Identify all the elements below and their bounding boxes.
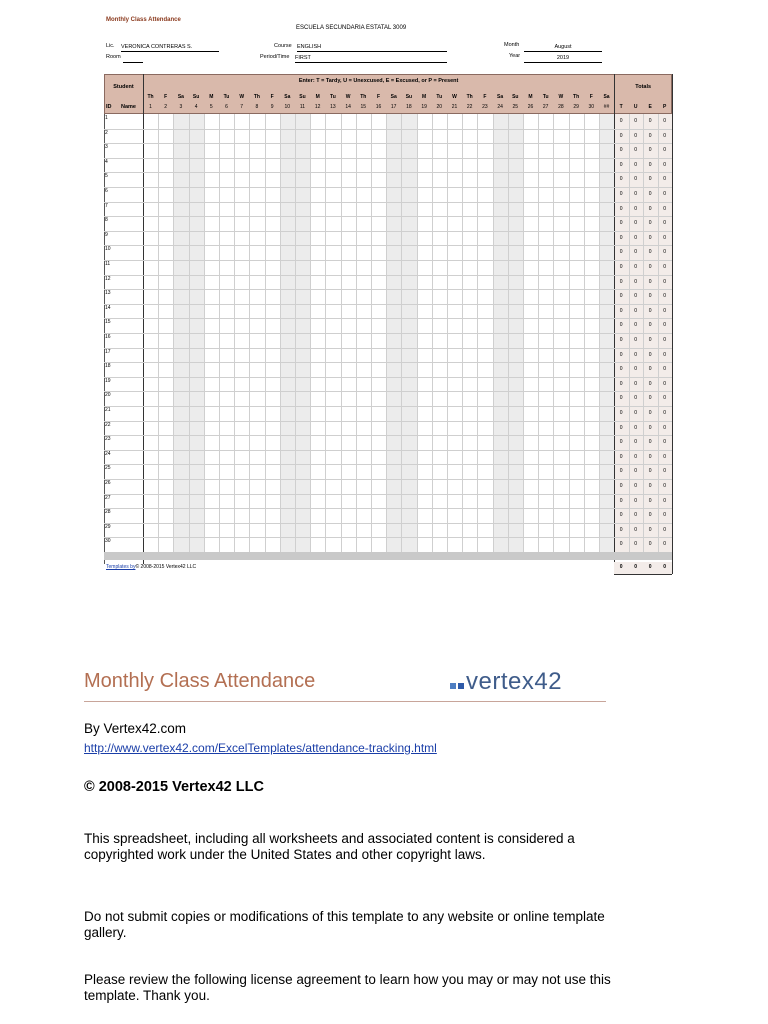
grid-hline — [104, 421, 672, 422]
grid-hline — [104, 479, 672, 480]
day-label: F — [483, 94, 487, 100]
row-total: 0 — [619, 191, 623, 197]
date-label: ## — [603, 104, 610, 110]
row-total: 0 — [663, 468, 667, 475]
row-total: 0 — [648, 497, 652, 504]
row-total: 0 — [634, 234, 638, 241]
teacher-label: Lic. — [106, 43, 115, 49]
row-total: 0 — [663, 453, 667, 460]
grid-hline — [104, 304, 672, 305]
row-total: 0 — [663, 176, 667, 183]
date-label: 27 — [542, 104, 549, 110]
day-label: Su — [405, 94, 413, 100]
grid-hline — [104, 494, 672, 495]
row-total: 0 — [619, 234, 623, 241]
row-id: 2 — [105, 129, 108, 136]
day-label: Sa — [603, 94, 610, 100]
sheet-title: Monthly Class Attendance — [106, 17, 181, 23]
row-total: 0 — [619, 337, 623, 343]
date-label: 8 — [255, 104, 259, 110]
row-total: 0 — [663, 205, 667, 212]
row-total: 0 — [619, 439, 623, 446]
day-label: Su — [299, 94, 306, 100]
room-label: Room — [106, 54, 121, 60]
row-id: 30 — [105, 538, 111, 545]
date-label: 30 — [588, 104, 595, 110]
row-total: 0 — [634, 453, 638, 460]
row-total: 0 — [619, 380, 623, 387]
row-id: 6 — [105, 188, 108, 194]
grand-total: 0 — [663, 564, 667, 570]
grid-hline — [104, 406, 672, 407]
day-label: Th — [253, 94, 260, 100]
day-label: W — [452, 94, 457, 100]
id-header: ID — [106, 104, 112, 110]
row-total: 0 — [663, 147, 667, 154]
row-total: 0 — [648, 541, 652, 548]
row-total: 0 — [663, 249, 667, 256]
day-label: Sa — [177, 94, 184, 100]
date-label: 15 — [360, 104, 367, 110]
grid-hline — [104, 508, 672, 509]
row-total: 0 — [634, 278, 638, 285]
day-label: Th — [147, 94, 154, 100]
date-label: 6 — [225, 104, 228, 110]
date-label: 18 — [406, 104, 412, 110]
grid-hline — [104, 172, 672, 173]
date-label: 7 — [240, 104, 244, 110]
day-label: Tu — [542, 94, 549, 100]
room-field[interactable] — [123, 54, 143, 63]
row-total: 0 — [663, 132, 667, 139]
row-total: 0 — [648, 147, 652, 154]
row-total: 0 — [634, 118, 638, 124]
row-total: 0 — [619, 264, 623, 270]
by-line: By Vertex42.com — [84, 721, 187, 736]
grid-hline — [104, 158, 672, 159]
row-id: 13 — [105, 290, 111, 297]
row-total: 0 — [634, 366, 638, 373]
row-total: 0 — [634, 249, 638, 256]
date-label: 26 — [527, 104, 534, 110]
row-id: 8 — [105, 217, 108, 224]
row-id: 20 — [105, 392, 111, 399]
date-label: 13 — [330, 104, 336, 110]
row-total: 0 — [648, 366, 652, 373]
row-total: 0 — [648, 293, 652, 300]
row-total: 0 — [619, 322, 623, 329]
row-total: 0 — [619, 351, 623, 358]
month-label: Month — [504, 42, 520, 48]
row-total: 0 — [634, 512, 638, 519]
row-id: 25 — [105, 465, 111, 472]
day-label: Tu — [330, 94, 336, 100]
grid-hline — [104, 275, 672, 276]
row-total: 0 — [619, 541, 623, 548]
row-total: 0 — [634, 176, 638, 183]
row-total: 0 — [634, 526, 638, 533]
grand-total: 0 — [634, 564, 638, 570]
row-total: 0 — [619, 512, 623, 519]
grid-hline — [104, 245, 672, 246]
grid-hline — [104, 231, 672, 232]
date-label: 20 — [436, 104, 443, 110]
day-label: Th — [360, 94, 367, 100]
row-total: 0 — [634, 132, 638, 139]
row-total: 0 — [634, 351, 638, 358]
row-total: 0 — [648, 483, 652, 489]
date-label: 14 — [345, 104, 351, 110]
row-total: 0 — [648, 176, 652, 183]
teacher-field[interactable]: VERONICA CONTRERAS S. — [121, 43, 219, 52]
row-id: 22 — [105, 421, 111, 428]
row-total: 0 — [648, 132, 652, 139]
row-total: 0 — [619, 468, 623, 475]
row-total: 0 — [648, 205, 652, 212]
row-total: 0 — [648, 512, 652, 519]
row-total: 0 — [619, 205, 623, 212]
row-total: 0 — [634, 264, 638, 270]
template-url-link[interactable]: http://www.vertex42.com/ExcelTemplates/attendance-tracking.html — [84, 741, 437, 755]
day-label: Sa — [284, 94, 291, 100]
date-label: 4 — [194, 104, 198, 110]
day-label: Tu — [436, 94, 443, 100]
row-total: 0 — [634, 191, 638, 197]
row-total: 0 — [648, 439, 652, 446]
row-total: 0 — [634, 205, 638, 212]
school-name: ESCUELA SECUNDARIA ESTATAL 3009 — [296, 25, 407, 31]
day-label: M — [209, 94, 214, 100]
row-id: 15 — [105, 319, 111, 326]
row-total: 0 — [663, 351, 667, 358]
row-total: 0 — [663, 278, 667, 285]
date-label: 3 — [179, 104, 183, 110]
row-id: 7 — [105, 202, 108, 209]
row-total: 0 — [619, 293, 623, 300]
row-total: 0 — [634, 410, 638, 416]
grid-hline — [104, 187, 672, 188]
totals-col-label: E — [648, 104, 652, 110]
date-label: 9 — [270, 104, 274, 110]
row-total: 0 — [619, 453, 623, 460]
row-total: 0 — [648, 526, 652, 533]
grid-hline — [104, 464, 672, 465]
day-label: W — [345, 94, 351, 100]
grid-hline — [104, 348, 672, 349]
row-total: 0 — [619, 410, 623, 416]
grid-footer-bar — [104, 552, 614, 560]
row-total: 0 — [619, 132, 623, 139]
grid-hline — [104, 318, 672, 319]
grid-hline — [104, 391, 672, 392]
row-id: 17 — [105, 348, 111, 355]
about-copyright: © 2008-2015 Vertex42 LLC — [84, 779, 264, 795]
row-id: 4 — [105, 158, 108, 165]
date-label: 28 — [558, 104, 564, 110]
row-total: 0 — [663, 395, 667, 402]
row-total: 0 — [663, 161, 667, 168]
row-id: 29 — [105, 523, 111, 530]
grand-total: 0 — [619, 564, 623, 570]
logo-mark-icon — [450, 668, 466, 695]
row-total: 0 — [648, 161, 652, 168]
period-label: Period/Time — [260, 54, 290, 60]
row-total: 0 — [663, 541, 667, 548]
date-label: 11 — [299, 104, 306, 110]
template-url-row — [84, 740, 624, 756]
date-label: 29 — [573, 104, 579, 110]
totals-col-label: T — [619, 104, 623, 110]
day-label: Su — [512, 94, 519, 100]
row-total: 0 — [663, 512, 667, 519]
grand-total: 0 — [648, 564, 652, 570]
row-total: 0 — [634, 220, 638, 227]
date-label: 17 — [390, 104, 397, 110]
grid-hline — [104, 289, 672, 290]
row-total: 0 — [634, 395, 638, 402]
row-total: 0 — [663, 293, 667, 300]
year-field[interactable]: 2019 — [524, 54, 602, 63]
row-id: 11 — [105, 261, 111, 267]
row-id: 23 — [105, 436, 111, 443]
row-total: 0 — [648, 264, 652, 270]
row-id: 24 — [105, 450, 111, 457]
row-total: 0 — [648, 337, 652, 343]
row-id: 16 — [105, 334, 111, 340]
day-label: W — [558, 94, 564, 100]
vertex42-logo — [450, 668, 562, 696]
row-total: 0 — [634, 293, 638, 300]
row-id: 21 — [105, 407, 111, 413]
row-total: 0 — [663, 191, 667, 197]
grid-hline — [104, 377, 672, 378]
row-total: 0 — [648, 380, 652, 387]
row-total: 0 — [619, 307, 623, 314]
day-label: M — [422, 94, 427, 100]
row-total: 0 — [663, 220, 667, 227]
day-label: M — [315, 94, 320, 100]
row-total: 0 — [648, 410, 652, 416]
copyright-paragraph: This spreadsheet, including all worksheets and associated content is considered a copyrighted work under the United States and other copyright laws. — [84, 831, 575, 862]
grid-hline — [104, 216, 672, 217]
logo-text: vertex42 — [466, 668, 563, 695]
totals-header: Totals — [635, 84, 652, 90]
grid-hline — [104, 143, 672, 144]
day-label: F — [589, 94, 593, 100]
row-id: 26 — [105, 480, 111, 486]
row-total: 0 — [634, 468, 638, 475]
row-total: 0 — [619, 424, 623, 431]
student-header: Student — [113, 84, 134, 90]
row-total: 0 — [663, 439, 667, 446]
row-id: 28 — [105, 509, 111, 516]
day-label: M — [528, 94, 533, 100]
row-total: 0 — [648, 424, 652, 431]
row-id: 3 — [105, 144, 108, 151]
row-total: 0 — [634, 541, 638, 548]
grid-hline — [104, 362, 672, 363]
grid-hline — [104, 129, 672, 130]
course-label: Course — [274, 43, 292, 49]
grid-hline — [104, 260, 672, 261]
row-total: 0 — [648, 118, 652, 124]
row-total: 0 — [648, 234, 652, 241]
totals-col-label: P — [663, 104, 667, 110]
row-total: 0 — [663, 234, 667, 241]
date-label: 19 — [421, 104, 427, 110]
grid-hline — [104, 333, 672, 334]
footer-copyright: © 2008-2015 Vertex42 LLC — [135, 564, 197, 570]
date-label: 1 — [149, 104, 152, 110]
divider — [84, 701, 606, 702]
row-total: 0 — [619, 147, 623, 154]
name-header: Name — [121, 104, 136, 110]
month-field[interactable]: August — [524, 43, 602, 52]
row-id: 5 — [105, 173, 108, 180]
course-field[interactable]: ENGLISH — [297, 43, 447, 52]
row-id: 9 — [105, 231, 108, 238]
row-total: 0 — [663, 337, 667, 343]
row-total: 0 — [634, 307, 638, 314]
row-total: 0 — [648, 307, 652, 314]
totals-footer-bar — [614, 552, 672, 560]
year-label: Year — [509, 53, 521, 59]
day-label: Th — [466, 94, 473, 100]
row-total: 0 — [648, 278, 652, 285]
day-label: Sa — [497, 94, 504, 100]
day-label: F — [376, 94, 381, 100]
row-total: 0 — [619, 176, 623, 183]
date-label: 12 — [314, 104, 321, 110]
row-total: 0 — [619, 220, 623, 227]
date-label: 5 — [209, 104, 213, 110]
row-id: 19 — [105, 377, 111, 384]
row-total: 0 — [619, 497, 623, 504]
legend-text: Enter: T = Tardy, U = Unexcused, E = Excused, or P = Present — [298, 78, 459, 84]
day-label: Tu — [223, 94, 230, 100]
row-total: 0 — [648, 191, 652, 197]
date-label: 2 — [164, 104, 168, 110]
day-label: Su — [192, 94, 200, 100]
template-credit — [106, 564, 196, 570]
row-total: 0 — [619, 249, 623, 256]
day-label: F — [164, 94, 168, 100]
date-label: 10 — [284, 104, 291, 110]
row-total: 0 — [648, 468, 652, 475]
row-total: 0 — [634, 161, 638, 168]
templates-by-link[interactable]: Templates by — [106, 564, 136, 570]
grid-hline — [104, 202, 672, 203]
grid-hline — [104, 450, 672, 451]
row-total: 0 — [619, 526, 623, 533]
row-total: 0 — [663, 483, 667, 489]
row-total: 0 — [648, 249, 652, 256]
row-total: 0 — [634, 424, 638, 431]
row-total: 0 — [619, 483, 623, 489]
row-total: 0 — [663, 526, 667, 533]
row-total: 0 — [619, 366, 623, 373]
date-label: 16 — [375, 104, 382, 110]
row-total: 0 — [634, 439, 638, 446]
grid-hline — [104, 537, 672, 538]
date-label: 25 — [512, 104, 519, 110]
row-total: 0 — [663, 380, 667, 387]
row-total: 0 — [663, 307, 667, 314]
row-total: 0 — [648, 453, 652, 460]
row-total: 0 — [619, 161, 623, 168]
row-total: 0 — [619, 395, 623, 402]
day-label: W — [239, 94, 245, 100]
row-total: 0 — [634, 147, 638, 154]
row-total: 0 — [663, 410, 667, 416]
row-id: 18 — [105, 363, 111, 370]
license-paragraph: Please review the following license agreement to learn how you may or may not use this template. Thank you. — [84, 972, 611, 1003]
row-total: 0 — [619, 278, 623, 285]
about-title: Monthly Class Attendance — [84, 670, 316, 692]
date-label: 23 — [482, 104, 488, 110]
row-total: 0 — [619, 118, 623, 124]
day-label: Sa — [390, 94, 397, 100]
totals-bottom-border — [614, 574, 672, 575]
date-label: 21 — [451, 104, 458, 110]
row-id: 14 — [105, 304, 111, 311]
period-field[interactable]: FIRST — [295, 54, 447, 63]
row-total: 0 — [634, 497, 638, 504]
row-total: 0 — [663, 322, 667, 329]
row-total: 0 — [663, 497, 667, 504]
row-id: 1 — [105, 115, 108, 121]
row-total: 0 — [663, 118, 667, 124]
row-id: 27 — [105, 494, 111, 501]
row-id: 10 — [105, 246, 111, 253]
no-submit-paragraph: Do not submit copies or modifications of this template to any website or online template gallery. — [84, 909, 605, 940]
row-total: 0 — [648, 322, 652, 329]
row-total: 0 — [648, 220, 652, 227]
row-total: 0 — [648, 351, 652, 358]
grid-hline — [104, 523, 672, 524]
row-total: 0 — [648, 395, 652, 402]
date-label: 22 — [466, 104, 473, 110]
day-label: F — [270, 94, 274, 100]
totals-col-label: U — [633, 104, 638, 110]
row-total: 0 — [634, 483, 638, 489]
row-total: 0 — [634, 322, 638, 329]
row-total: 0 — [663, 366, 667, 373]
grid-hline — [104, 435, 672, 436]
row-id: 12 — [105, 275, 111, 282]
row-total: 0 — [634, 380, 638, 387]
day-label: Th — [573, 94, 580, 100]
row-total: 0 — [663, 424, 667, 431]
date-label: 24 — [497, 104, 503, 110]
grid-right-border — [672, 74, 673, 574]
row-total: 0 — [634, 337, 638, 343]
row-total: 0 — [663, 264, 667, 270]
